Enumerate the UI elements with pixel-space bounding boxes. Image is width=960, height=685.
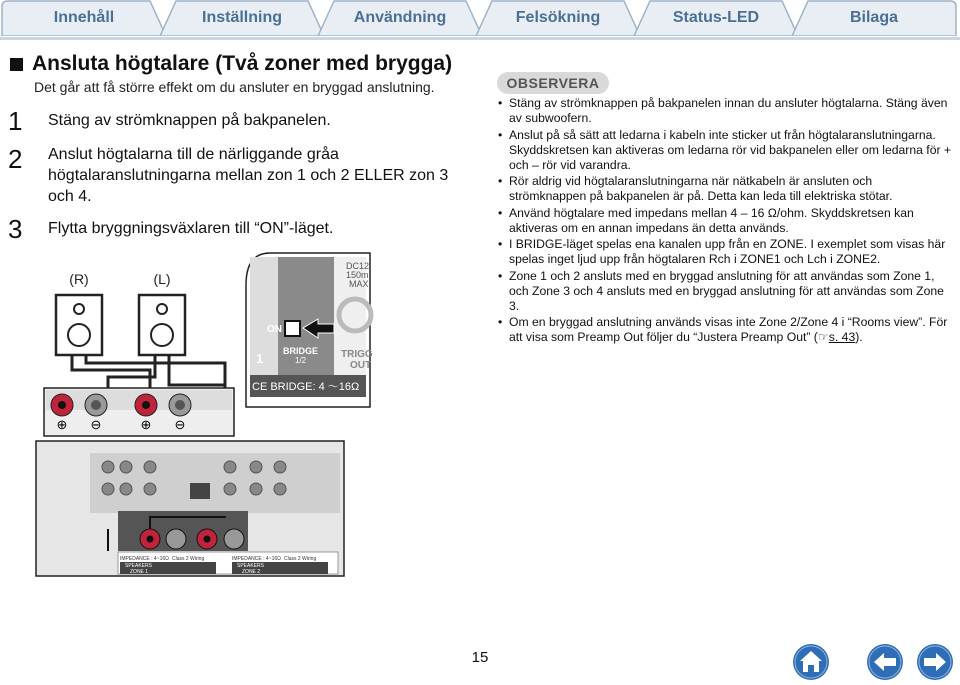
tab-anvandning[interactable] — [316, 0, 484, 36]
list-item: • I BRIDGE-läget spelas ena kanalen upp från en ZONE. I exemplet som visas här spelas inget ljud upp från högtalaren Rch i ZONE1 och Lch i ZONE2. — [497, 237, 952, 267]
notes-header: OBSERVERA — [497, 72, 609, 94]
plus-icon: ⊕ — [140, 417, 152, 432]
page-number: 15 — [471, 649, 489, 666]
step-text: Anslut högtalarna till de närliggande gråa högtalaranslutningarna mellan zon 1 och 2 ELLER zon 3 och 4. — [48, 146, 449, 205]
tab-label: Felsökning — [515, 9, 601, 26]
panel-zone-1: ZONE 1 — [130, 569, 149, 575]
connection-illustration — [0, 245, 480, 585]
minus-icon: ⊖ — [174, 417, 186, 432]
impedance-label: CE BRIDGE: 4 ～16Ω — [252, 381, 360, 393]
panel-speakers-1: SPEAKERS — [125, 563, 152, 569]
step-text: Flytta bryggningsväxlaren till “ON”-läget. — [48, 220, 334, 237]
page-title: Ansluta högtalare (Två zoner med brygga) — [32, 52, 453, 75]
note-text: Om en bryggad anslutning används visas inte Zone 2/Zone 4 i “Rooms view”. För att visa som Preamp Out följer du “Justera Preamp Out” ( — [509, 315, 948, 344]
out-label: OUT — [350, 360, 372, 371]
speaker-r-label: (R) — [69, 271, 89, 287]
list-item: • Använd högtalare med impedans mellan 4 – 16 Ω/ohm. Skyddskretsen kan aktiveras om en annan impedans än detta används. — [497, 206, 952, 236]
heading-marker-icon — [10, 58, 23, 71]
terminal-black-icon — [169, 394, 191, 416]
tab-innehall[interactable] — [0, 0, 168, 36]
forward-arrow-icon[interactable] — [916, 643, 954, 681]
bridge-label: BRIDGE — [283, 346, 319, 356]
page-reference-link[interactable]: s. 43 — [828, 330, 856, 344]
bridge-ratio-label: 1/2 — [295, 356, 307, 365]
list-item: • Rör aldrig vid högtalaranslutningarna när nätkabeln är ansluten och strömknappen på bakpanelen är på. Detta kan leda till elektriska stötar. — [497, 174, 952, 204]
panel-terminal-red-icon — [140, 529, 160, 549]
tab-label: Innehåll — [53, 9, 115, 26]
minus-icon: ⊖ — [90, 417, 102, 432]
notes-list — [497, 96, 952, 347]
panel-impedance-2: IMPEDANCE : 4~16Ω — [232, 556, 281, 562]
tab-label: Användning — [353, 9, 447, 26]
reference-icon: ☞ — [817, 330, 829, 344]
terminal-red-icon — [135, 394, 157, 416]
back-arrow-icon[interactable] — [866, 643, 904, 681]
step-number: 2 — [8, 144, 23, 174]
note-tail: ). — [855, 330, 863, 344]
tab-bar — [0, 0, 960, 40]
speaker-left-icon — [139, 295, 185, 355]
step-number: 3 — [8, 214, 23, 244]
tab-felsokning[interactable] — [474, 0, 642, 36]
panel-speakers-2: SPEAKERS — [237, 563, 264, 569]
bridge-switch-zoom — [246, 253, 373, 407]
panel-zone-2: ZONE 2 — [242, 569, 261, 575]
panel-terminal-red-icon — [197, 529, 217, 549]
tab-label: Bilaga — [849, 9, 898, 26]
tab-divider — [0, 37, 960, 40]
dc-label: DC12 — [346, 261, 370, 271]
terminal-red-icon — [51, 394, 73, 416]
terminal-black-icon — [85, 394, 107, 416]
list-item — [497, 315, 952, 345]
home-icon[interactable] — [792, 643, 830, 681]
page-subtitle: Det går att få större effekt om du ansluter en bryggad anslutning. — [34, 79, 435, 95]
list-item: • Zone 1 och 2 ansluts med en bryggad anslutning för att användas som Zone 1, och Zone 3 och 4 ansluts med en bryggad anslutning för att användas som Zone 3. — [497, 269, 952, 314]
tab-status-led[interactable] — [632, 0, 800, 36]
step-number: 1 — [8, 106, 23, 136]
tab-installning[interactable] — [158, 0, 326, 36]
panel-class-1: Class 2 Wiring — [172, 556, 205, 562]
rear-panel-drawing — [36, 441, 344, 576]
trigger-label: TRIGG — [341, 349, 373, 360]
max-label: MAX — [349, 279, 369, 289]
panel-impedance-1: IMPEDANCE : 4~16Ω — [120, 556, 169, 562]
tab-bilaga[interactable] — [790, 0, 958, 36]
bridge-switch-icon — [285, 321, 300, 336]
speaker-l-label: (L) — [153, 271, 171, 287]
terminal-zoom-panel — [44, 388, 234, 436]
tab-label: Status-LED — [672, 9, 760, 26]
list-item: • Stäng av strömknappen på bakpanelen innan du ansluter högtalarna. Stäng även av subwoofern. — [497, 96, 952, 126]
zone-digit: 1 — [256, 351, 264, 366]
list-item: • Anslut på så sätt att ledarna i kabeln inte sticker ut från högtalaranslutningarna. Skyddskretsen kan aktiveras om ledarna rör vid bakpanelen eller om ledarna för + och – rör vid varandra. — [497, 128, 952, 173]
step-text: Stäng av strömknappen på bakpanelen. — [48, 112, 331, 129]
tab-label: Inställning — [202, 9, 282, 26]
plus-icon: ⊕ — [56, 417, 68, 432]
panel-class-2: Class 2 Wiring — [284, 556, 317, 562]
ma-label: 150m — [346, 270, 369, 280]
switch-on-label: ON — [267, 324, 282, 335]
speaker-right-icon — [56, 295, 102, 355]
